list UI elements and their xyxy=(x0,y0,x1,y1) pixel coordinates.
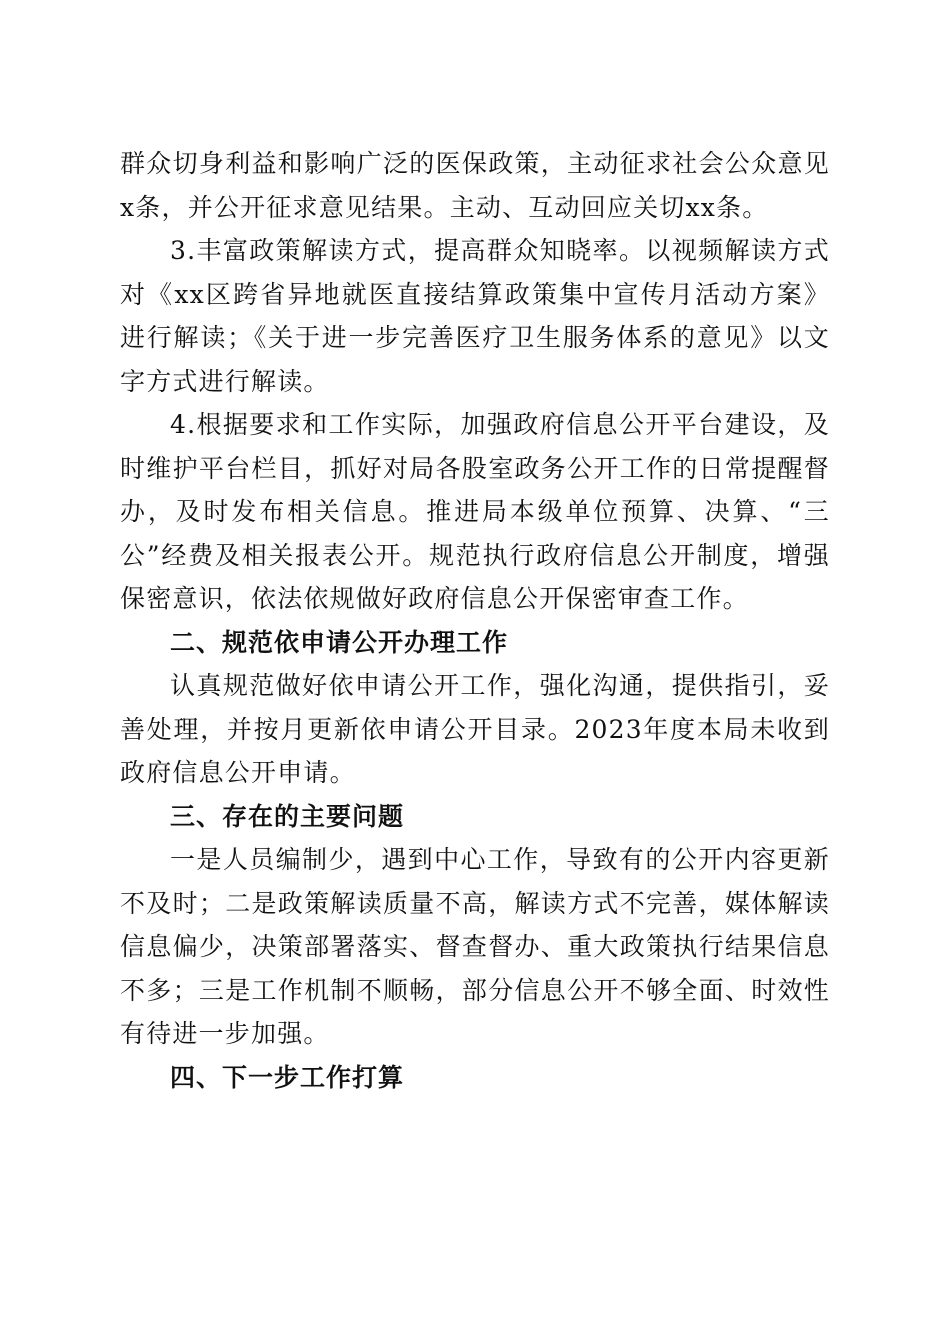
paragraph-application-handling: 认真规范做好依申请公开工作，强化沟通，提供指引，妥善处理，并按月更新依申请公开目录。2023年度本局未收到政府信息公开申请。 xyxy=(120,671,830,787)
section-heading-application: 二、规范依申请公开办理工作 xyxy=(170,627,509,657)
paragraph-main-problems: 一是人员编制少，遇到中心工作，导致有的公开内容更新不及时；二是政策解读质量不高，解读方式不完善，媒体解读信息偏少，决策部署落实、督查督办、重大政策执行结果信息不多；三是工作机制不顺畅，部分信息公开不够全面、时效性有待进一步加强。 xyxy=(120,845,830,1048)
section-heading-next-steps: 四、下一步工作打算 xyxy=(170,1062,405,1092)
document-body xyxy=(120,142,830,1099)
section-heading-problems: 三、存在的主要问题 xyxy=(170,801,405,831)
paragraph-continuation: 群众切身利益和影响广泛的医保政策，主动征求社会公众意见x条，并公开征求意见结果。主动、互动回应关切xx条。 xyxy=(120,149,830,222)
paragraph-platform-construction: 4.根据要求和工作实际，加强政府信息公开平台建设，及时维护平台栏目，抓好对局各股室政务公开工作的日常提醒督办，及时发布相关信息。推进局本级单位预算、决算、“三公”经费及相关报表公开。规范执行政府信息公开制度，增强保密意识，依法依规做好政府信息公开保密审查工作。 xyxy=(120,410,830,613)
paragraph-policy-interpretation: 3.丰富政策解读方式，提高群众知晓率。以视频解读方式对《xx区跨省异地就医直接结算政策集中宣传月活动方案》进行解读；《关于进一步完善医疗卫生服务体系的意见》以文字方式进行解读。 xyxy=(120,236,830,396)
